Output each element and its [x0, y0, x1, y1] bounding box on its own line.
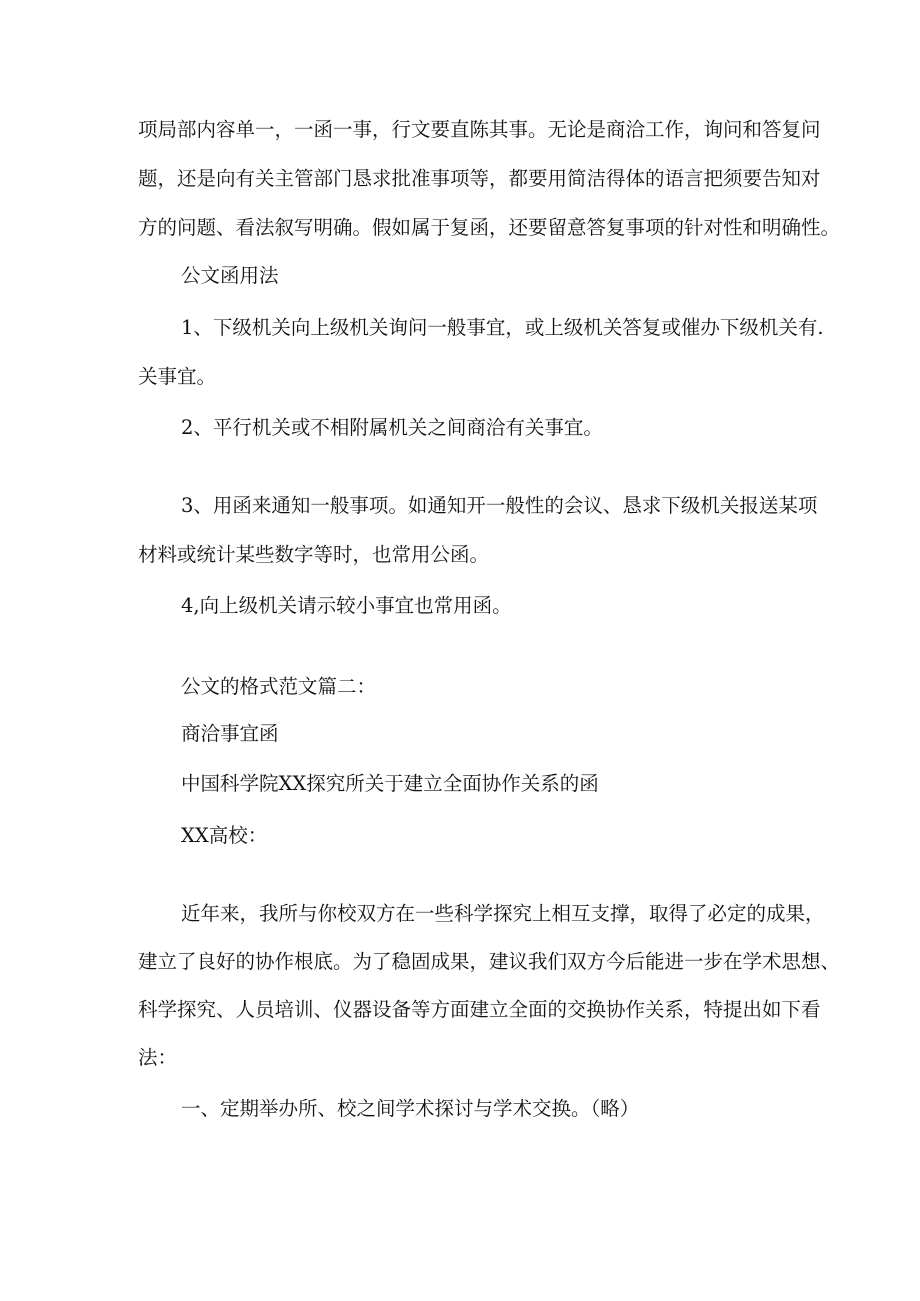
body-line-1: 近年来，我所与你校双方在一些科学探究上相互支撑，取得了必定的成果， [181, 902, 825, 925]
letter-type: 商洽事宜函 [181, 722, 279, 745]
body-line-4: 法： [138, 1046, 178, 1069]
usage-heading: 公文函用法 [181, 264, 279, 287]
letter-recipient: XX高校： [181, 824, 268, 847]
intro-line-2: 题，还是向有关主管部门恳求批准事项等，都要用简洁得体的语言把须要告知对 [138, 167, 821, 190]
usage-item-1-line-1: 1、下级机关向上级机关询问一般事宜，或上级机关答复或催办下级机关有. [181, 316, 824, 339]
intro-line-3: 方的问题、看法叙写明确。假如属于复函，还要留意答复事项的针对性和明确性。 [138, 216, 841, 239]
usage-item-2: 2、平行机关或不相附属机关之间商洽有关事宜。 [181, 416, 603, 439]
letter-item-1: 一、定期举办所、校之间学术探讨与学术交换。（略） [181, 1097, 640, 1120]
intro-line-1: 项局部内容单一，一函一事，行文要直陈其事。无论是商洽工作，询问和答复问 [138, 118, 821, 141]
usage-item-3-line-1: 3、用函来通知一般事项。如通知开一般性的会议、恳求下级机关报送某项 [181, 494, 818, 517]
body-line-3: 科学探究、人员培训、仪器设备等方面建立全面的交换协作关系，特提出如下看 [138, 998, 821, 1021]
usage-item-3-line-2: 材料或统计某些数字等时，也常用公函。 [138, 543, 490, 566]
sample-heading: 公文的格式范文篇二： [181, 675, 377, 698]
usage-item-4: 4,向上级机关请示较小事宜也常用函。 [181, 594, 512, 617]
usage-item-1-line-2: 关事宜。 [138, 365, 217, 388]
letter-title: 中国科学院XX探究所关于建立全面协作关系的函 [181, 772, 599, 795]
body-line-2: 建立了良好的协作根底。为了稳固成果，建议我们双方今后能进一步在学术思想、 [138, 950, 841, 973]
